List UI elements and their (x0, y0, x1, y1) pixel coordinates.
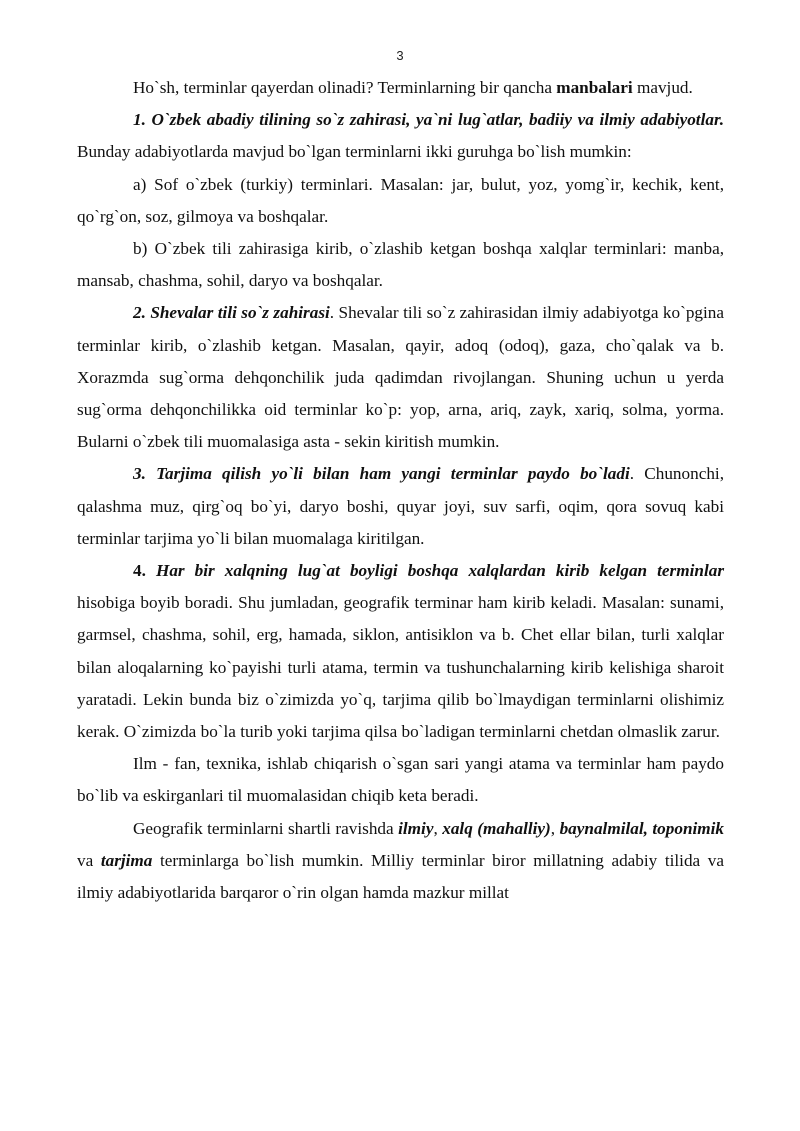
text-run: va (77, 850, 101, 870)
term-type: baynalmilal, toponimik (559, 818, 725, 838)
term-type: xalq (mahalliy) (442, 818, 551, 838)
text-run: Bunday adabiyotlarda mavjud bo`lgan terminlarni ikki guruhga bo`lish mumkin: (77, 142, 632, 162)
text-run: a) Sof o`zbek (turkiy) terminlari. Masalan: jar, bulut, yoz, yomg`ir, kechik, kent, qo`rg`on, soz, gilmoya va boshqalar. (77, 174, 724, 226)
paragraph-source-4 (77, 555, 724, 748)
section-heading: 3. Tarjima qilish yo`li bilan ham yangi terminlar paydo bo`ladi (133, 464, 630, 484)
text-run: . Chunonchi, qalashma muz, qirg`oq bo`yi, daryo boshi, quyar joyi, suv sarfi, oqim, qora sovuq kabi terminlar tarjima yo`li bilan muomalaga kiritilgan. (77, 464, 724, 548)
text-run: . Shevalar tili so`z zahirasidan ilmiy adabiyotga ko`pgina terminlar kirib, o`zlashib ketgan. Masalan, qayir, adoq (odoq), gaza, cho`qalak va b. Xorazmda sug`orma dehqonchilik juda qadimdan rivojlangan. Shuning uchun u yerda sug`orma dehqonchilikka oid terminlar ko`p: yop, arna, ariq, zayk, xariq, solma, yorma. Bularni o`zbek tili muomalasiga asta - sekin kiritish mumkin. (77, 303, 725, 452)
section-heading: Har bir xalqning lug`at boyligi boshqa xalqlardan kirib kelgan terminlar (155, 561, 725, 581)
text-run: b) O`zbek tili zahirasiga kirib, o`zlashib ketgan boshqa xalqlar terminlari: manba, mansab, chashma, sohil, daryo va boshqalar. (77, 239, 724, 291)
paragraph-source-1 (77, 104, 724, 168)
section-number: 4. (133, 561, 156, 581)
paragraph-source-2 (77, 297, 724, 458)
text-run: terminlarga bo`lish mumkin. Milliy terminlar biror millatning adabiy tilida va ilmiy adabiyotlarida barqaror o`rin olgan hamda mazkur millat (77, 850, 724, 903)
paragraph-intro (77, 72, 724, 104)
text-run: mavjud. (632, 78, 693, 97)
text-run: , (550, 818, 560, 838)
document-body (77, 72, 724, 909)
paragraph-source-3 (77, 458, 724, 555)
text-run: hisobiga boyib boradi. Shu jumladan, geografik terminar ham kirib keladi. Masalan: sunami, garmsel, chashma, sohil, erg, hamada, siklon, antisiklon va b. Chet ellar bilan, turli xalqlar bilan aloqalarning ko`payishi turli atama, termin va tushunchalarning kirib kelishiga sharoit yaratadi. Lekin bunda biz o`zimizda yo`q, tarjima qilib bo`lmaydigan terminlarni olishimiz kerak. O`zimizda bo`la turib yoki tarjima qilsa bo`ladigan terminlarni chetdan olmaslik zarur. (77, 593, 724, 742)
text-run: , (433, 818, 443, 838)
paragraph-item-b (77, 233, 724, 297)
section-heading: 1. O`zbek abadiy tilining so`z zahirasi, ya`ni lug`atlar, badiiy va ilmiy adabiyotlar. (133, 110, 724, 130)
bold-term: manbalari (556, 78, 633, 97)
text-run: Ho`sh, terminlar qayerdan olinadi? Terminlarning bir qancha (133, 78, 557, 97)
term-type: tarjima (100, 850, 153, 870)
paragraph-science (77, 748, 724, 812)
paragraph-classification (77, 813, 724, 910)
paragraph-item-a (77, 169, 724, 233)
section-heading: 2. Shevalar tili so`z zahirasi (133, 303, 330, 323)
page-number: 3 (396, 48, 404, 63)
text-run: Ilm - fan, texnika, ishlab chiqarish o`sgan sari yangi atama va terminlar ham paydo bo`lib va eskirganlari til muomalasidan chiqib keta beradi. (77, 754, 724, 806)
term-type: ilmiy (398, 818, 434, 838)
text-run: Geografik terminlarni shartli ravishda (133, 818, 399, 838)
